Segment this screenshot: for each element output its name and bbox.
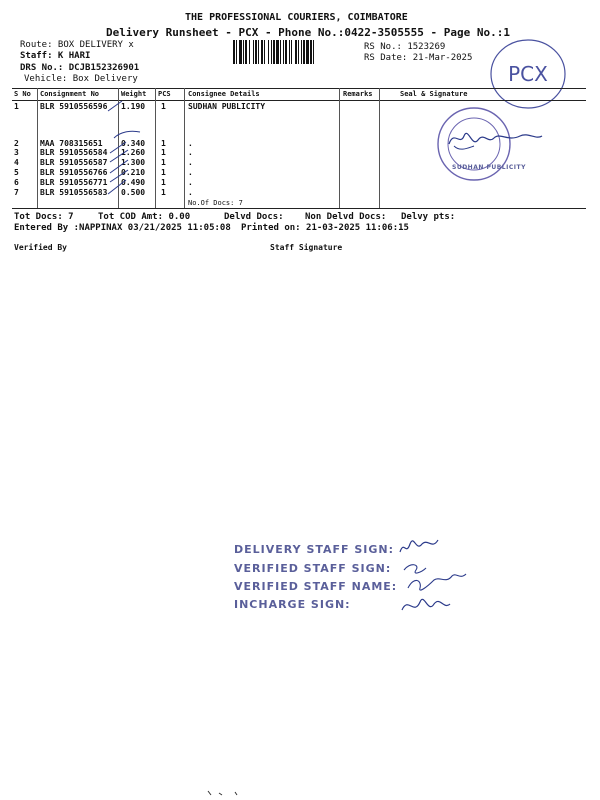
- header-consignment: Consignment No: [40, 90, 100, 98]
- no-of-docs: No.Of Docs: 7: [188, 199, 243, 207]
- barcode-bar: [283, 40, 284, 64]
- row-consignee: SUDHAN PUBLICITY: [188, 102, 266, 111]
- row-weight: 1.190: [121, 102, 146, 111]
- barcode-bar: [253, 40, 254, 64]
- row-consignee: .: [188, 139, 193, 148]
- row-consignee: .: [188, 158, 193, 167]
- barcode-bar: [295, 40, 297, 64]
- pcx-stamp-text: PCX: [508, 62, 548, 86]
- barcode-bar: [273, 40, 275, 64]
- row-consignment: BLR 5910556766: [40, 168, 108, 177]
- barcode-bar: [313, 40, 314, 64]
- barcode-bar: [298, 40, 299, 64]
- stamp-verified-staff-sign: VERIFIED STAFF SIGN:: [234, 562, 392, 575]
- col-divider: [339, 88, 340, 208]
- printed-on: Printed on: 21-03-2025 11:06:15: [241, 223, 409, 233]
- row-weight: 0.340: [121, 139, 146, 148]
- row-consignment: BLR 5910556771: [40, 178, 108, 187]
- rs-date: RS Date: 21-Mar-2025: [364, 53, 473, 63]
- route-text: Route: BOX DELIVERY x: [20, 40, 134, 50]
- barcode-bar: [268, 40, 269, 64]
- barcode-bar: [258, 40, 259, 64]
- non-delvd-docs: Non Delvd Docs:: [305, 212, 387, 222]
- col-divider: [379, 88, 380, 208]
- row-consignment: BLR 5910556583: [40, 188, 108, 197]
- row-consignee: .: [188, 178, 193, 187]
- stamp-verified-staff-name: VERIFIED STAFF NAME:: [234, 580, 398, 593]
- header-weight: Weight: [121, 90, 147, 98]
- col-divider: [37, 88, 38, 208]
- row-consignee: .: [188, 148, 193, 157]
- barcode-bar: [306, 40, 309, 64]
- table-bottom-rule: [12, 208, 586, 209]
- barcode-bar: [271, 40, 272, 64]
- row-sno: 6: [14, 178, 19, 187]
- row-sno: 5: [14, 168, 19, 177]
- row-pcs: 1: [161, 168, 166, 177]
- row-weight: 1.300: [121, 158, 146, 167]
- delvd-docs: Delvd Docs:: [224, 212, 284, 222]
- barcode-bar: [310, 40, 312, 64]
- row-consignment: BLR 5910556587: [40, 158, 108, 167]
- barcode-bar: [285, 40, 287, 64]
- barcode-bar: [291, 40, 292, 64]
- company-title: THE PROFESSIONAL COURIERS, COIMBATORE: [185, 12, 408, 23]
- seal-text: SUDHAN PUBLICITY: [452, 164, 526, 171]
- barcode-bar: [280, 40, 281, 64]
- delvy-pts: Delvy pts:: [401, 212, 456, 222]
- row-pcs: 1: [161, 188, 166, 197]
- col-divider: [184, 88, 185, 208]
- barcode-bar: [264, 40, 265, 64]
- stamp-incharge-sign: INCHARGE SIGN:: [234, 598, 351, 611]
- bottom-marks: [205, 788, 255, 798]
- row-weight: 0.500: [121, 188, 146, 197]
- tot-docs: Tot Docs: 7: [14, 212, 74, 222]
- header-pcs: PCS: [158, 90, 171, 98]
- verified-by: Verified By: [14, 243, 67, 252]
- header-remarks: Remarks: [343, 90, 373, 98]
- row-consignment: BLR 5910556584: [40, 148, 108, 157]
- vehicle-text: Vehicle: Box Delivery: [24, 74, 138, 84]
- row-consignment: MAA 708315651: [40, 139, 103, 148]
- row-sno: 3: [14, 148, 19, 157]
- weight-tick-marks: [100, 98, 160, 202]
- stamp-delivery-staff-sign: DELIVERY STAFF SIGN:: [234, 543, 395, 556]
- row-sno: 4: [14, 158, 19, 167]
- staff-text: Staff: K HARI: [20, 51, 91, 61]
- barcode-bar: [301, 40, 302, 64]
- row-pcs: 1: [161, 178, 166, 187]
- runsheet-subtitle: Delivery Runsheet - PCX - Phone No.:0422-3505555 - Page No.:1: [106, 26, 510, 39]
- row-weight: 1.260: [121, 148, 146, 157]
- row-sno: 2: [14, 139, 19, 148]
- row-consignment: BLR 5910556596: [40, 102, 108, 111]
- row-consignee: .: [188, 168, 193, 177]
- barcode-bar: [261, 40, 263, 64]
- barcode-bar: [249, 40, 250, 64]
- entered-by: Entered By :NAPPINAX 03/21/2025 11:05:08: [14, 223, 231, 233]
- barcode-bar: [245, 40, 247, 64]
- handwritten-signatures: [394, 530, 484, 626]
- barcode-bar: [276, 40, 279, 64]
- barcode-bar: [255, 40, 257, 64]
- barcode-bar: [236, 40, 237, 64]
- row-pcs: 1: [161, 158, 166, 167]
- barcode-bar: [239, 40, 242, 64]
- row-sno: 7: [14, 188, 19, 197]
- barcode-image: [233, 40, 358, 64]
- row-weight: 0.490: [121, 178, 146, 187]
- staff-signature-label: Staff Signature: [270, 243, 343, 252]
- barcode-bar: [289, 40, 290, 64]
- row-pcs: 1: [161, 139, 166, 148]
- company-seal: [424, 96, 564, 192]
- row-pcs: 1: [161, 148, 166, 157]
- header-sno: S No: [14, 90, 31, 98]
- row-pcs: 1: [161, 102, 166, 111]
- rs-number: RS No.: 1523269: [364, 42, 446, 52]
- header-seal: Seal & Signature: [400, 90, 468, 98]
- table-top-rule: [12, 88, 586, 89]
- barcode-bar: [303, 40, 305, 64]
- tot-cod: Tot COD Amt: 0.00: [98, 212, 191, 222]
- row-weight: 0.210: [121, 168, 146, 177]
- barcode-bar: [233, 40, 235, 64]
- barcode-bar: [243, 40, 244, 64]
- header-consignee: Consignee Details: [188, 90, 260, 98]
- row-sno: 1: [14, 102, 19, 111]
- row-consignee: .: [188, 188, 193, 197]
- drs-number: DRS No.: DCJB152326901: [20, 63, 140, 73]
